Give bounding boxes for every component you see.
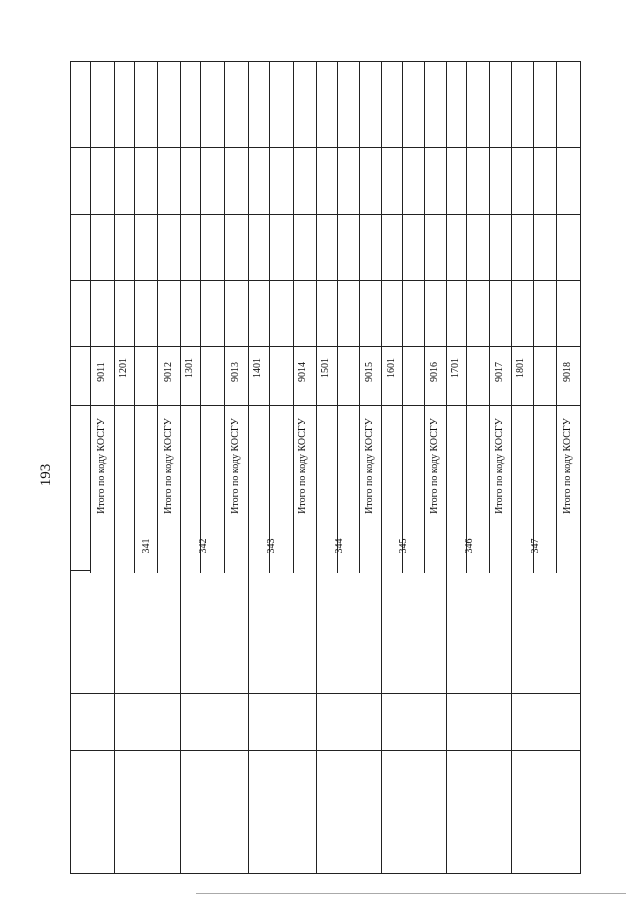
sub-row-divider bbox=[157, 61, 158, 573]
total-label: Итого по коду КОСГУ bbox=[494, 418, 505, 514]
sub-row-divider bbox=[466, 61, 467, 573]
sub-row-divider bbox=[533, 61, 534, 573]
sub-row-divider bbox=[402, 61, 403, 573]
sub-row-divider bbox=[293, 61, 294, 573]
total-code: 9014 bbox=[297, 362, 308, 382]
total-code: 9012 bbox=[163, 362, 174, 382]
kosgu-code: 344 bbox=[334, 538, 345, 554]
sub-code: 1401 bbox=[252, 358, 263, 378]
row-group-divider bbox=[446, 61, 447, 873]
total-label: Итого по коду КОСГУ bbox=[429, 418, 440, 514]
row-group-divider bbox=[114, 61, 115, 873]
total-label: Итого по коду КОСГУ bbox=[562, 418, 573, 514]
total-code: 9017 bbox=[494, 362, 505, 382]
kosgu-code: 343 bbox=[266, 538, 277, 554]
total-label: Итого по коду КОСГУ bbox=[96, 418, 107, 514]
sub-row-divider bbox=[90, 61, 91, 573]
sub-row-divider bbox=[269, 61, 270, 573]
total-label: Итого по коду КОСГУ bbox=[230, 418, 241, 514]
total-label: Итого по коду КОСГУ bbox=[364, 418, 375, 514]
table-border-left bbox=[70, 61, 71, 873]
sub-code: 1301 bbox=[184, 358, 195, 378]
row-group-divider bbox=[511, 61, 512, 873]
sub-code: 1501 bbox=[320, 358, 331, 378]
table-border-right bbox=[580, 61, 581, 874]
column-divider bbox=[70, 750, 580, 751]
sub-row-divider bbox=[200, 61, 201, 573]
sub-row-divider bbox=[489, 61, 490, 573]
row-group-divider bbox=[248, 61, 249, 873]
sub-code: 1801 bbox=[515, 358, 526, 378]
total-code: 9011 bbox=[96, 362, 107, 382]
row-group-divider bbox=[381, 61, 382, 873]
column-divider bbox=[70, 147, 580, 148]
kosgu-code: 347 bbox=[530, 538, 541, 554]
sub-row-divider bbox=[134, 61, 135, 573]
sub-code: 1201 bbox=[118, 358, 129, 378]
sub-row-divider bbox=[556, 61, 557, 573]
column-divider bbox=[70, 214, 580, 215]
header-divider bbox=[70, 570, 90, 571]
sub-row-divider bbox=[224, 61, 225, 573]
total-code: 9016 bbox=[429, 362, 440, 382]
row-group-divider bbox=[316, 61, 317, 873]
table-border-bottom bbox=[70, 873, 581, 874]
sub-row-divider bbox=[424, 61, 425, 573]
bottom-rule bbox=[196, 893, 626, 894]
sub-code: 1601 bbox=[386, 358, 397, 378]
total-code: 9018 bbox=[562, 362, 573, 382]
column-divider bbox=[70, 693, 580, 694]
column-divider bbox=[70, 346, 580, 347]
kosgu-code: 342 bbox=[198, 538, 209, 554]
kosgu-code: 341 bbox=[141, 538, 152, 554]
total-code: 9015 bbox=[364, 362, 375, 382]
sub-row-divider bbox=[337, 61, 338, 573]
page-number: 193 bbox=[38, 463, 54, 487]
kosgu-code: 346 bbox=[464, 538, 475, 554]
kosgu-code: 345 bbox=[398, 538, 409, 554]
total-label: Итого по коду КОСГУ bbox=[297, 418, 308, 514]
total-label: Итого по коду КОСГУ bbox=[163, 418, 174, 514]
sub-row-divider bbox=[359, 61, 360, 573]
row-group-divider bbox=[180, 61, 181, 873]
column-divider bbox=[70, 280, 580, 281]
sub-code: 1701 bbox=[450, 358, 461, 378]
table-border-top bbox=[70, 61, 580, 62]
total-code: 9013 bbox=[230, 362, 241, 382]
